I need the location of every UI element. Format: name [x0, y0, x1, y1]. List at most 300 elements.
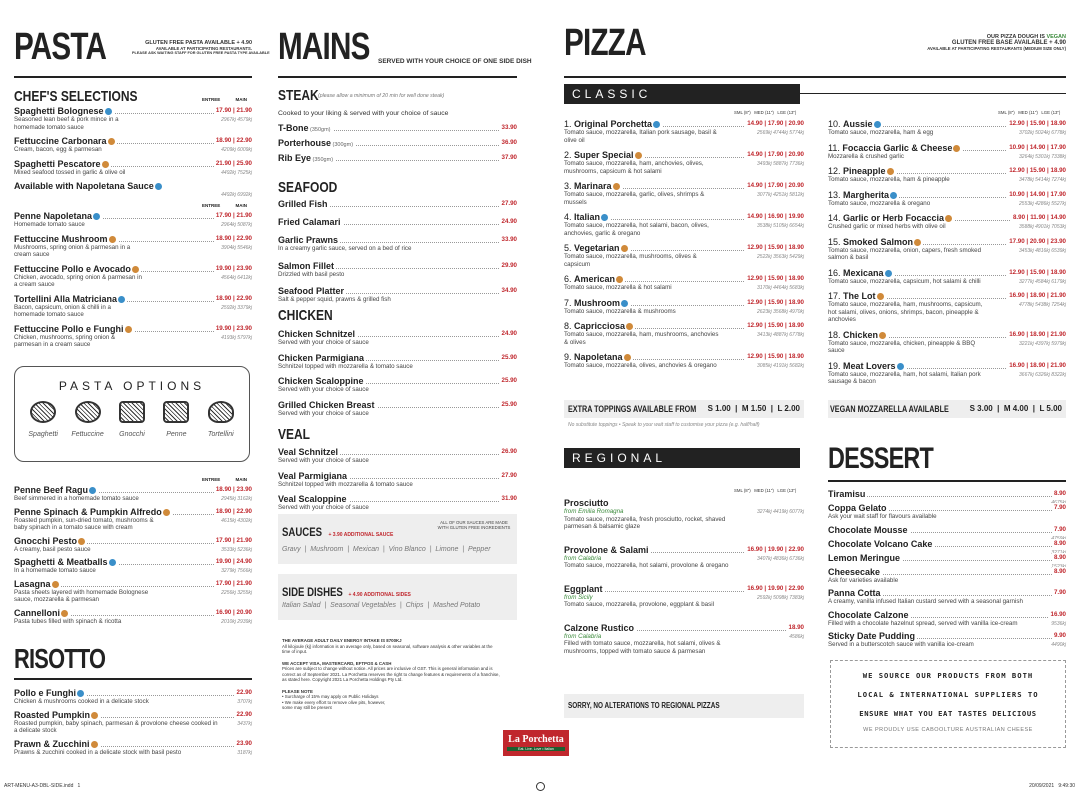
entree-header: ENTREE [201, 477, 221, 482]
menu-item [14, 159, 252, 177]
item-name: Fettuccine Mushroom [14, 233, 108, 244]
item-price: 17.90 | 21.90 [215, 212, 252, 219]
item-name: Fried Calamari [278, 217, 341, 227]
item-name-wrap [828, 361, 906, 371]
item-name-wrap [14, 106, 114, 116]
item-name: Prosciutto [564, 498, 609, 508]
item-name: Chicken Parmigiana [278, 352, 365, 363]
item-number: 14. [828, 213, 844, 223]
item-name-wrap [14, 608, 70, 618]
dietary-icon [887, 168, 894, 175]
item-kilojoules: 4564kj 6412kj [221, 274, 252, 281]
menu-item [564, 498, 804, 531]
risotto-title: RISOTTO [14, 643, 106, 674]
item-price: 17.90 | 20.90 | 23.90 [1009, 237, 1066, 245]
item-description: Roasted pumpkin, baby spinach, parmesan & provolone cheese cooked in a delicate stock [14, 719, 218, 734]
item-kilojoules: 2623kj 3568kj 4970kj [757, 308, 804, 315]
item-price: 10.90 | 14.90 | 17.90 [1009, 190, 1066, 198]
item-name-wrap [564, 545, 651, 555]
item-name-wrap [14, 159, 111, 169]
entree-header: ENTREE [201, 97, 221, 102]
sides-extra: + 4.90 ADDITIONAL SIDES [348, 592, 411, 598]
dietary-icon [61, 610, 68, 617]
item-name: Margherita [843, 189, 890, 200]
item-name-wrap [828, 525, 910, 535]
item-name-wrap [828, 503, 889, 513]
menu-item [14, 688, 252, 706]
item-name-wrap [14, 739, 100, 749]
item-name: Focaccia Garlic & Cheese [842, 142, 953, 153]
item-number: 17. [828, 291, 844, 301]
item-description: Chicken, avocado, spring onion & parmesan in a cream sauce [14, 273, 142, 288]
item-number: 8. [564, 321, 575, 331]
item-name: Chocolate Volcano Cake [828, 538, 933, 549]
menu-item [828, 143, 1066, 161]
item-description: Tomato sauce, mozzarella, ham, anchovies, olives, mushrooms, capsicum & hot salami [564, 160, 704, 175]
item-name: Pineapple [843, 166, 886, 176]
item-description: Schnitzel topped with mozzarella & tomato sauce [278, 362, 413, 370]
sauces-extra: + 3.90 ADDITIONAL SAUCE [328, 532, 394, 538]
menu-item [278, 494, 517, 512]
pasta-option [155, 401, 197, 438]
menu-item [278, 217, 517, 227]
pasta-option [67, 401, 109, 438]
item-kilojoules: 3085kj 4191kj 5682kj [757, 363, 804, 369]
menu-item [14, 608, 252, 626]
menu-item [278, 471, 517, 489]
main-header: MAIN [235, 97, 247, 102]
sauces-box [278, 514, 517, 564]
item-kilojoules: 2256kj 3255kj [221, 589, 252, 596]
pasta-option-label: Fettuccine [71, 431, 104, 438]
item-price: 18.90 [788, 623, 804, 631]
item-name: Porterhouse [278, 138, 332, 148]
item-description: Tomato sauce, mozzarella, ham & egg [828, 129, 934, 136]
menu-item [564, 150, 804, 175]
dietary-icon [945, 215, 952, 222]
menu-item [828, 553, 1066, 563]
pizza-title: PIZZA [564, 22, 646, 64]
item-kilojoules: 3413kj 4887kj 6778kj [757, 332, 804, 338]
item-kilojoules: 2945kj 3162kj [221, 496, 252, 502]
dietary-icon [626, 323, 633, 330]
item-description: Prawns & zucchini cooked in a delicate stock with basil pesto [14, 748, 182, 756]
source-line-2: LOCAL & INTERNATIONAL SUPPLIERS TO [857, 690, 1039, 699]
item-price: 31.90 [501, 495, 517, 502]
item-region: from Sicily [564, 593, 593, 601]
item-number: 3. [564, 181, 575, 191]
item-description: Pasta sheets layered with homemade Bolognese sauce, mozzarella & parmesan [14, 588, 149, 603]
pasta-shape-icon [163, 401, 189, 423]
vegan-mozzarella-price: S 3.00 | M 4.00 | L 5.00 [969, 404, 1062, 413]
item-name: Lemon Meringue [828, 552, 901, 563]
item-kilojoules: 4615kj 4302kj [221, 517, 252, 524]
item-number: 19. [828, 360, 844, 371]
item-name: Italian [574, 212, 601, 222]
item-name-wrap [828, 588, 883, 598]
menu-item [14, 739, 252, 757]
veal-list [278, 447, 517, 518]
menu-item [278, 199, 517, 209]
dietary-icon [621, 245, 628, 252]
menu-item [564, 212, 804, 237]
item-description: Roasted pumpkin, sun-dried tomato, mushrooms & baby spinach in a tomato sauce with cream [14, 516, 154, 531]
risotto-list [14, 688, 252, 760]
item-name-wrap [278, 400, 377, 410]
fine-print-3-title: PLEASE NOTE [282, 688, 313, 694]
regional-sizes: SML (8") MED (11") LGE (13") [734, 488, 797, 493]
dietary-icon [601, 214, 608, 221]
item-name-wrap [14, 294, 127, 304]
item-kilojoules: 2592kj 5098kj 7383kj [757, 594, 804, 601]
item-name: Salmon Fillet [278, 260, 335, 271]
item-name-wrap [828, 539, 934, 549]
item-price: 16.90 | 19.90 | 22.90 [747, 584, 804, 592]
steak-list [278, 123, 517, 168]
item-number: 1. [564, 119, 575, 129]
item-number: 16. [828, 267, 844, 278]
item-price: 33.90 [501, 236, 517, 243]
classic-sizes-right: SML (8") MED (11") LGE (13") [998, 110, 1061, 115]
dietary-icon [879, 332, 886, 339]
item-number: 6. [564, 274, 575, 284]
pasta-option-label: Spaghetti [28, 431, 58, 438]
item-number: 4. [564, 212, 575, 222]
item-description: Tomato sauce, mozzarella, hot salami, provolone & oregano [564, 562, 729, 569]
pizza-gf-note-2: AVAILABLE AT PARTICIPATING RESTAURANTS (MEDIUM SIZE ONLY) [927, 46, 1066, 51]
item-price: 24.90 [501, 218, 517, 225]
item-kilojoules: 3478kj 5414kj 7274kj [1019, 177, 1066, 183]
item-name-wrap [828, 190, 899, 200]
dietary-icon [613, 183, 620, 190]
item-name: Mushroom [574, 297, 621, 308]
item-name: Chocolate Calzone [828, 609, 909, 620]
pasta-title: PASTA [14, 26, 107, 68]
item-name-wrap [564, 584, 605, 594]
item-number: 10. [828, 119, 844, 129]
item-size: (350gm) [311, 157, 334, 163]
item-name-wrap [278, 138, 355, 150]
item-price: 8.90 | 11.90 | 14.90 [1012, 214, 1066, 221]
item-name: Penne Napoletana [14, 211, 93, 221]
item-name-wrap [278, 353, 366, 363]
menu-item [828, 588, 1066, 606]
menu-item [278, 400, 517, 418]
item-description: Chicken & mushrooms cooked in a delicate stock [14, 698, 149, 705]
item-kilojoules: 3702kj 5024kj 6778kj [1019, 130, 1066, 136]
item-name: Marinara [574, 181, 612, 191]
item-name: T-Bone [278, 123, 309, 133]
item-description: Tomato sauce, mozzarella, garlic, olives, shrimps & mussels [564, 191, 705, 206]
item-name-wrap [278, 447, 340, 457]
classic-sizes-left: SML (8") MED (11") LGE (13") [734, 110, 797, 115]
item-name-wrap [14, 710, 100, 720]
item-price: 14.90 | 17.90 | 20.90 [747, 120, 804, 127]
item-kilojoules: 4586kj [789, 633, 804, 640]
item-name-wrap [828, 237, 923, 247]
item-region: from Calabria [564, 554, 602, 562]
item-kilojoules: 3407kj 4836kj 6736kj [757, 555, 804, 562]
item-price: 16.90 | 19.90 | 22.90 [747, 545, 804, 553]
sauces-title: SAUCES [282, 525, 323, 539]
source-line-3: ENSURE WHAT YOU EAT TASTES DELICIOUS [859, 709, 1037, 718]
item-price: 19.90 | 24.90 [215, 558, 252, 565]
menu-item [14, 324, 252, 349]
item-number: 11. [828, 142, 843, 153]
menu-item [828, 503, 1066, 521]
menu-item [278, 447, 517, 465]
item-description: Tomato sauce, mozzarella, chicken, pineapple & BBQ sauce [828, 339, 976, 354]
gf-note: GLUTEN FREE PASTA AVAILABLE + 4.90 [145, 40, 252, 46]
item-name: Fettuccine Pollo e Avocado [14, 263, 131, 274]
item-name: Lasagna [14, 578, 51, 589]
item-kilojoules: 3274kj 4419kj 6077kj [757, 509, 804, 515]
regional-list [564, 498, 804, 669]
item-price: 25.90 [501, 353, 517, 361]
item-region: from Calabria [564, 632, 602, 640]
item-name: Chicken Scaloppine [278, 376, 364, 386]
item-name-wrap [14, 507, 172, 517]
item-name-wrap [828, 268, 894, 278]
item-name-wrap [828, 143, 962, 153]
item-name: Gnocchi Pesto [14, 535, 78, 546]
item-name: Meat Lovers [843, 360, 896, 371]
item-name-wrap [14, 324, 134, 334]
vegan-word: VEGAN [1046, 34, 1066, 40]
item-name: Chicken [843, 329, 879, 340]
item-name: Chicken Schnitzel [278, 329, 356, 339]
item-name: Smoked Salmon [843, 236, 914, 247]
source-line-1: WE SOURCE OUR PRODUCTS FROM BOTH [862, 671, 1034, 680]
item-description: Tomato sauce, mozzarella, Italian pork sausage, basil & olive oil [564, 129, 717, 144]
item-kilojoules: 3538kj 5105kj 6654kj [757, 223, 804, 229]
pasta-options-box [14, 366, 250, 462]
item-name: Chocolate Mousse [828, 524, 908, 535]
item-description: Tomato sauce, mozzarella, ham, mushrooms, capsicum, hot salami, olives, onions, shrimps, bacon, pineapple & anchovies [828, 301, 983, 323]
item-price: 12.90 | 15.90 | 18.90 [1009, 120, 1066, 127]
item-name: Garlic or Herb Focaccia [843, 213, 945, 223]
menu-item [828, 237, 1066, 262]
item-description: Beef simmered in a homemade tomato sauce [14, 495, 139, 502]
item-description: Bacon, capsicum, onion & chilli in a homemade tomato sauce [14, 303, 111, 318]
item-name-wrap [828, 291, 886, 301]
la-porchetta-logo: La Porchetta Eat. Live. Love • Italian [503, 730, 569, 756]
item-description: Tomato sauce, mozzarella, ham & pineapple [828, 176, 950, 183]
item-kilojoules: 3667kj 6326kj 8322kj [1019, 371, 1066, 378]
regional-note-box [564, 694, 804, 718]
item-name-wrap [564, 212, 610, 222]
item-name-wrap [14, 181, 164, 191]
item-kilojoules: 2592kj 3379kj [221, 304, 252, 311]
item-kilojoules: 3170kj 4464kj 5683kj [757, 285, 804, 291]
item-price: 14.90 | 16.90 | 19.90 [747, 213, 804, 220]
item-name-wrap [564, 181, 622, 191]
dietary-icon [653, 121, 660, 128]
dietary-icon [885, 270, 892, 277]
item-price: 17.90 | 21.90 [215, 107, 252, 114]
item-description: Tomato sauce, mozzarella & hot salami [564, 284, 672, 291]
menu-item [14, 106, 252, 131]
extra-toppings-price: S 1.00 | M 1.50 | L 2.00 [707, 404, 800, 413]
item-number: 18. [828, 329, 844, 340]
menu-item [828, 190, 1066, 208]
item-description: Tomato sauce, mozzarella, mushrooms, olives & capsicum [564, 253, 697, 268]
item-price: 16.90 | 20.90 [215, 608, 252, 616]
steak-title: STEAK [278, 87, 319, 104]
dietary-icon [953, 145, 960, 152]
dietary-icon [132, 266, 139, 273]
dietary-icon [91, 712, 98, 719]
item-name: Penne Beef Ragu [14, 485, 89, 495]
item-kilojoules: 4778kj 5438kj 7254kj [1019, 302, 1066, 308]
item-description: Ask for varieties available [828, 576, 899, 584]
item-price: 17.90 | 21.90 [215, 536, 252, 544]
item-price: 12.90 | 15.90 | 18.90 [747, 298, 804, 306]
pasta-option-label: Penne [166, 431, 187, 438]
item-price: 18.90 | 22.90 [215, 234, 252, 242]
item-name: Veal Schnitzel [278, 447, 339, 457]
item-name: Capricciosa [574, 321, 626, 331]
menu-item [564, 243, 804, 268]
item-kilojoules: 3493kj 5887kj 7736kj [757, 161, 804, 167]
item-name-wrap [14, 264, 141, 274]
item-price: 12.90 | 15.90 | 18.90 [747, 322, 804, 329]
item-description: Tomato sauce, mozzarella, ham, hot salami, Italian pork sausage & bacon [828, 370, 981, 385]
vegan-mozzarella-box [828, 400, 1066, 418]
menu-item [278, 235, 517, 253]
dietary-icon [89, 487, 96, 494]
classic-list-right [828, 119, 1066, 392]
menu-item [14, 710, 252, 735]
main-header: MAIN [235, 203, 247, 208]
item-description: Tomato sauce, mozzarella & mushrooms [564, 307, 676, 315]
item-name: Spaghetti & Meatballs [14, 557, 108, 567]
item-kilojoules: 2522kj 3563kj 5429kj [757, 254, 804, 260]
item-name: Sticky Date Pudding [828, 631, 916, 641]
item-kilojoules: 2967kj 4579kj [221, 117, 252, 123]
menu-item [278, 153, 517, 165]
extra-toppings-label: EXTRA TOPPINGS AVAILABLE FROM [568, 404, 697, 414]
menu-item [828, 567, 1066, 585]
item-price: 10.90 | 14.90 | 17.90 [1009, 143, 1066, 151]
item-name: Coppa Gelato [828, 503, 887, 513]
mains-subtitle: SERVED WITH YOUR CHOICE OF ONE SIDE DISH [378, 58, 532, 65]
menu-item [278, 376, 517, 394]
item-description: Schnitzel topped with mozzarella & tomato sauce [278, 480, 413, 488]
item-description: In a creamy garlic sauce, served on a bed of rice [278, 245, 412, 252]
menu-item [828, 610, 1066, 628]
menu-item [564, 274, 804, 292]
item-name: Veal Scaloppine [278, 494, 347, 504]
item-name-wrap [564, 498, 611, 508]
item-name: Grilled Chicken Breast [278, 399, 375, 410]
item-kilojoules: 3588kj 4901kj 7053kj [1019, 224, 1066, 230]
item-name-wrap [564, 298, 630, 308]
item-description: Tomato sauce, mozzarella, onion, capers, fresh smoked salmon & basil [828, 246, 982, 261]
dietary-icon [621, 300, 628, 307]
item-price: 12.90 | 15.90 | 18.90 [747, 353, 804, 360]
item-name: Roasted Pumpkin [14, 709, 91, 720]
menu-item [828, 213, 1066, 231]
item-name-wrap [278, 123, 333, 135]
steak-note: (please allow a minimum of 20 min for well done steak) [318, 93, 445, 99]
item-kilojoules: 3533kj 5236kj [221, 546, 252, 553]
pasta-shape-icon [119, 401, 145, 423]
pasta-shape-icon [208, 401, 234, 423]
item-price: 18.90 | 22.90 [215, 507, 252, 515]
item-name-wrap [278, 494, 349, 504]
item-kilojoules: 3264kj 5301kj 7338kj [1019, 153, 1066, 160]
fine-print-2-title: WE ACCEPT VISA, MASTERCARD, EFTPOS & CASH [282, 660, 392, 666]
item-description: Chicken, mushrooms, spring onion & parmesan in a cream sauce [14, 333, 116, 348]
menu-item [564, 352, 804, 370]
dessert-list [828, 489, 1066, 653]
item-price: 14.90 | 17.90 | 20.90 [747, 182, 804, 189]
item-name: Fettuccine Carbonara [14, 136, 107, 146]
dessert-title: DESSERT [828, 442, 934, 475]
item-description: Cream, bacon, egg & parmesan [14, 146, 102, 153]
item-size: (300gm) [331, 142, 354, 148]
mains-column [278, 0, 564, 792]
item-name: Grilled Fish [278, 199, 328, 209]
sauces-note: ALL OF OUR SAUCES ARE MADE WITH GLUTEN FREE INGREDIENTS [437, 520, 511, 530]
dietary-icon [52, 581, 59, 588]
item-name: Penne Spinach & Pumpkin Alfredo [14, 506, 162, 517]
pasta-options-title: PASTA OPTIONS [58, 379, 206, 393]
menu-item [14, 234, 252, 259]
item-price: 18.90 | 22.90 [215, 137, 252, 144]
item-name: Spaghetti Pescatore [14, 158, 101, 169]
item-description: Crushed garlic or mixed herbs with olive oil [828, 223, 946, 230]
item-name-wrap [564, 352, 633, 362]
veal-title: VEAL [278, 426, 311, 443]
menu-item [14, 264, 252, 289]
menu-item [828, 330, 1066, 355]
item-price: 18.90 | 23.90 [215, 486, 252, 493]
pasta-group-1 [14, 106, 252, 196]
item-price: 37.90 [501, 154, 517, 161]
dietary-icon [897, 363, 904, 370]
item-price: 12.90 | 15.90 | 18.90 [747, 244, 804, 251]
item-kilojoules: 4209kj 6009kj [221, 147, 252, 153]
item-name-wrap [828, 213, 954, 223]
chicken-list [278, 329, 517, 423]
item-number: 13. [828, 189, 844, 200]
fine-print-1: All kilojoule (kj) information is an average only, based on seasonal, software analysis & other variables at the time of input. [282, 643, 493, 654]
item-kilojoules: 4492kj 6992kj [221, 192, 252, 198]
item-description: Mozzarella & crushed garlic [828, 152, 904, 160]
item-name-wrap [14, 688, 86, 698]
item-name: Tiramisu [828, 489, 866, 499]
item-description: Served with your choice of sauce [278, 504, 369, 511]
item-name: Aussie [843, 119, 873, 129]
item-description: Seasoned lean beef & pork mince in a homemade tomato sauce [14, 116, 119, 131]
item-name-wrap [828, 553, 902, 563]
item-price: 25.90 [501, 400, 517, 408]
menu-item [14, 485, 252, 503]
pizza-gf-note: GLUTEN FREE BASE AVAILABLE + 4.90 [951, 40, 1066, 46]
menu-item [564, 298, 804, 316]
item-name: Seafood Platter [278, 286, 345, 296]
dietary-icon [118, 296, 125, 303]
item-description: A creamy, basil pesto sauce [14, 545, 91, 553]
dietary-icon [109, 559, 116, 566]
item-description: Filled with a chocolate hazelnut spread, served with vanilla ice-cream [828, 619, 1018, 627]
pizza-column [564, 0, 1066, 792]
dietary-icon [616, 276, 623, 283]
dietary-icon [914, 239, 921, 246]
item-price: 36.90 [501, 139, 517, 146]
